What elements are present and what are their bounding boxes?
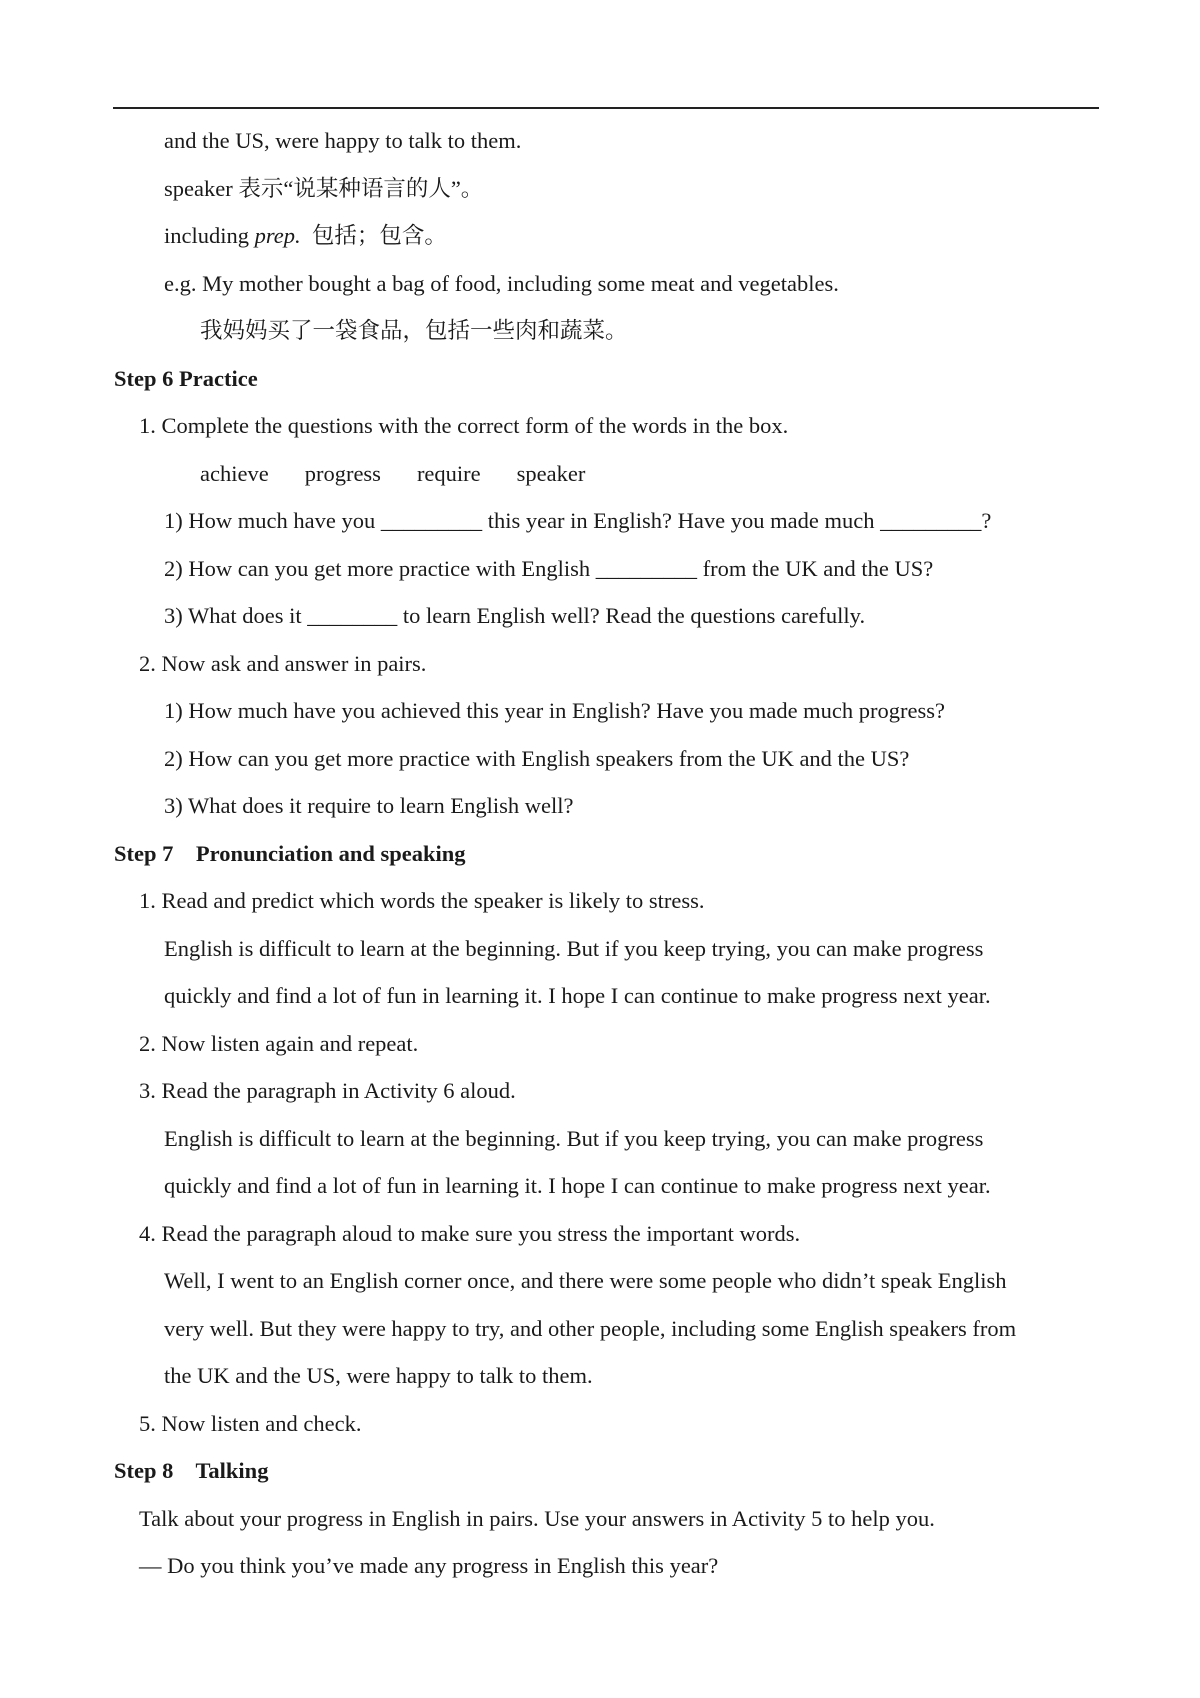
text-line: very well. But they were happy to try, and other people, including some English speakers from [164, 1315, 1017, 1341]
header-rule [113, 107, 1099, 109]
text-span: 包括；包含。 [300, 223, 447, 248]
text-line: and the US, were happy to talk to them. [164, 128, 522, 153]
text-line: 1. Read and predict which words the speaker is likely to stress. [139, 888, 705, 913]
text-line: quickly and find a lot of fun in learning it. I hope I can continue to make progress next year. [164, 1173, 991, 1198]
document-body [0, 117, 1200, 1590]
word-box-item: achieve [200, 460, 269, 486]
part-of-speech: prep. [254, 223, 301, 248]
text-line: Well, I went to an English corner once, and there were some people who didn’t speak English [164, 1268, 1007, 1293]
text-line: 2) How can you get more practice with English speakers from the UK and the US? [164, 745, 910, 771]
step-heading: Step 8 Talking [114, 1458, 269, 1483]
text-span: including [164, 223, 255, 248]
text-line: English is difficult to learn at the beginning. But if you keep trying, you can make progress [164, 935, 984, 961]
text-line: quickly and find a lot of fun in learning it. I hope I can continue to make progress next year. [164, 983, 991, 1008]
text-line: 5. Now listen and check. [139, 1410, 362, 1436]
text-line: speaker 表示“说某种语言的人”。 [164, 175, 484, 201]
text-line: 2. Now ask and answer in pairs. [139, 650, 427, 676]
text-line [0, 212, 1200, 260]
text-line: 1. Complete the questions with the correct form of the words in the box. [139, 413, 789, 438]
word-box-item: progress [304, 460, 381, 486]
text-line: 4. Read the paragraph aloud to make sure you stress the important words. [139, 1220, 801, 1246]
text-line: English is difficult to learn at the beginning. But if you keep trying, you can make progress [164, 1125, 984, 1151]
text-line: 3) What does it ________ to learn English well? Read the questions carefully. [164, 603, 866, 628]
text-line: 2. Now listen again and repeat. [139, 1030, 419, 1056]
word-box [0, 450, 1200, 498]
text-line: Talk about your progress in English in pairs. Use your answers in Activity 5 to help you. [139, 1505, 935, 1531]
text-line: e.g. My mother bought a bag of food, including some meat and vegetables. [164, 270, 839, 296]
text-line: 3) What does it require to learn English well? [164, 793, 574, 818]
word-box-item: speaker [516, 460, 586, 486]
text-line: — Do you think you’ve made any progress in English this year? [139, 1553, 719, 1578]
text-line: 3. Read the paragraph in Activity 6 aloud. [139, 1078, 516, 1103]
step-heading: Step 6 Practice [114, 365, 258, 391]
step-heading: Step 7 Pronunciation and speaking [114, 840, 466, 866]
text-line: 2) How can you get more practice with English _________ from the UK and the US? [164, 555, 934, 581]
text-line: 1) How much have you _________ this year in English? Have you made much _________? [164, 508, 992, 533]
text-line: 1) How much have you achieved this year in English? Have you made much progress? [164, 698, 946, 723]
text-line: the UK and the US, were happy to talk to them. [164, 1363, 593, 1388]
text-line: 我妈妈买了一袋食品，包括一些肉和蔬菜。 [200, 318, 628, 343]
word-box-item: require [416, 460, 481, 486]
